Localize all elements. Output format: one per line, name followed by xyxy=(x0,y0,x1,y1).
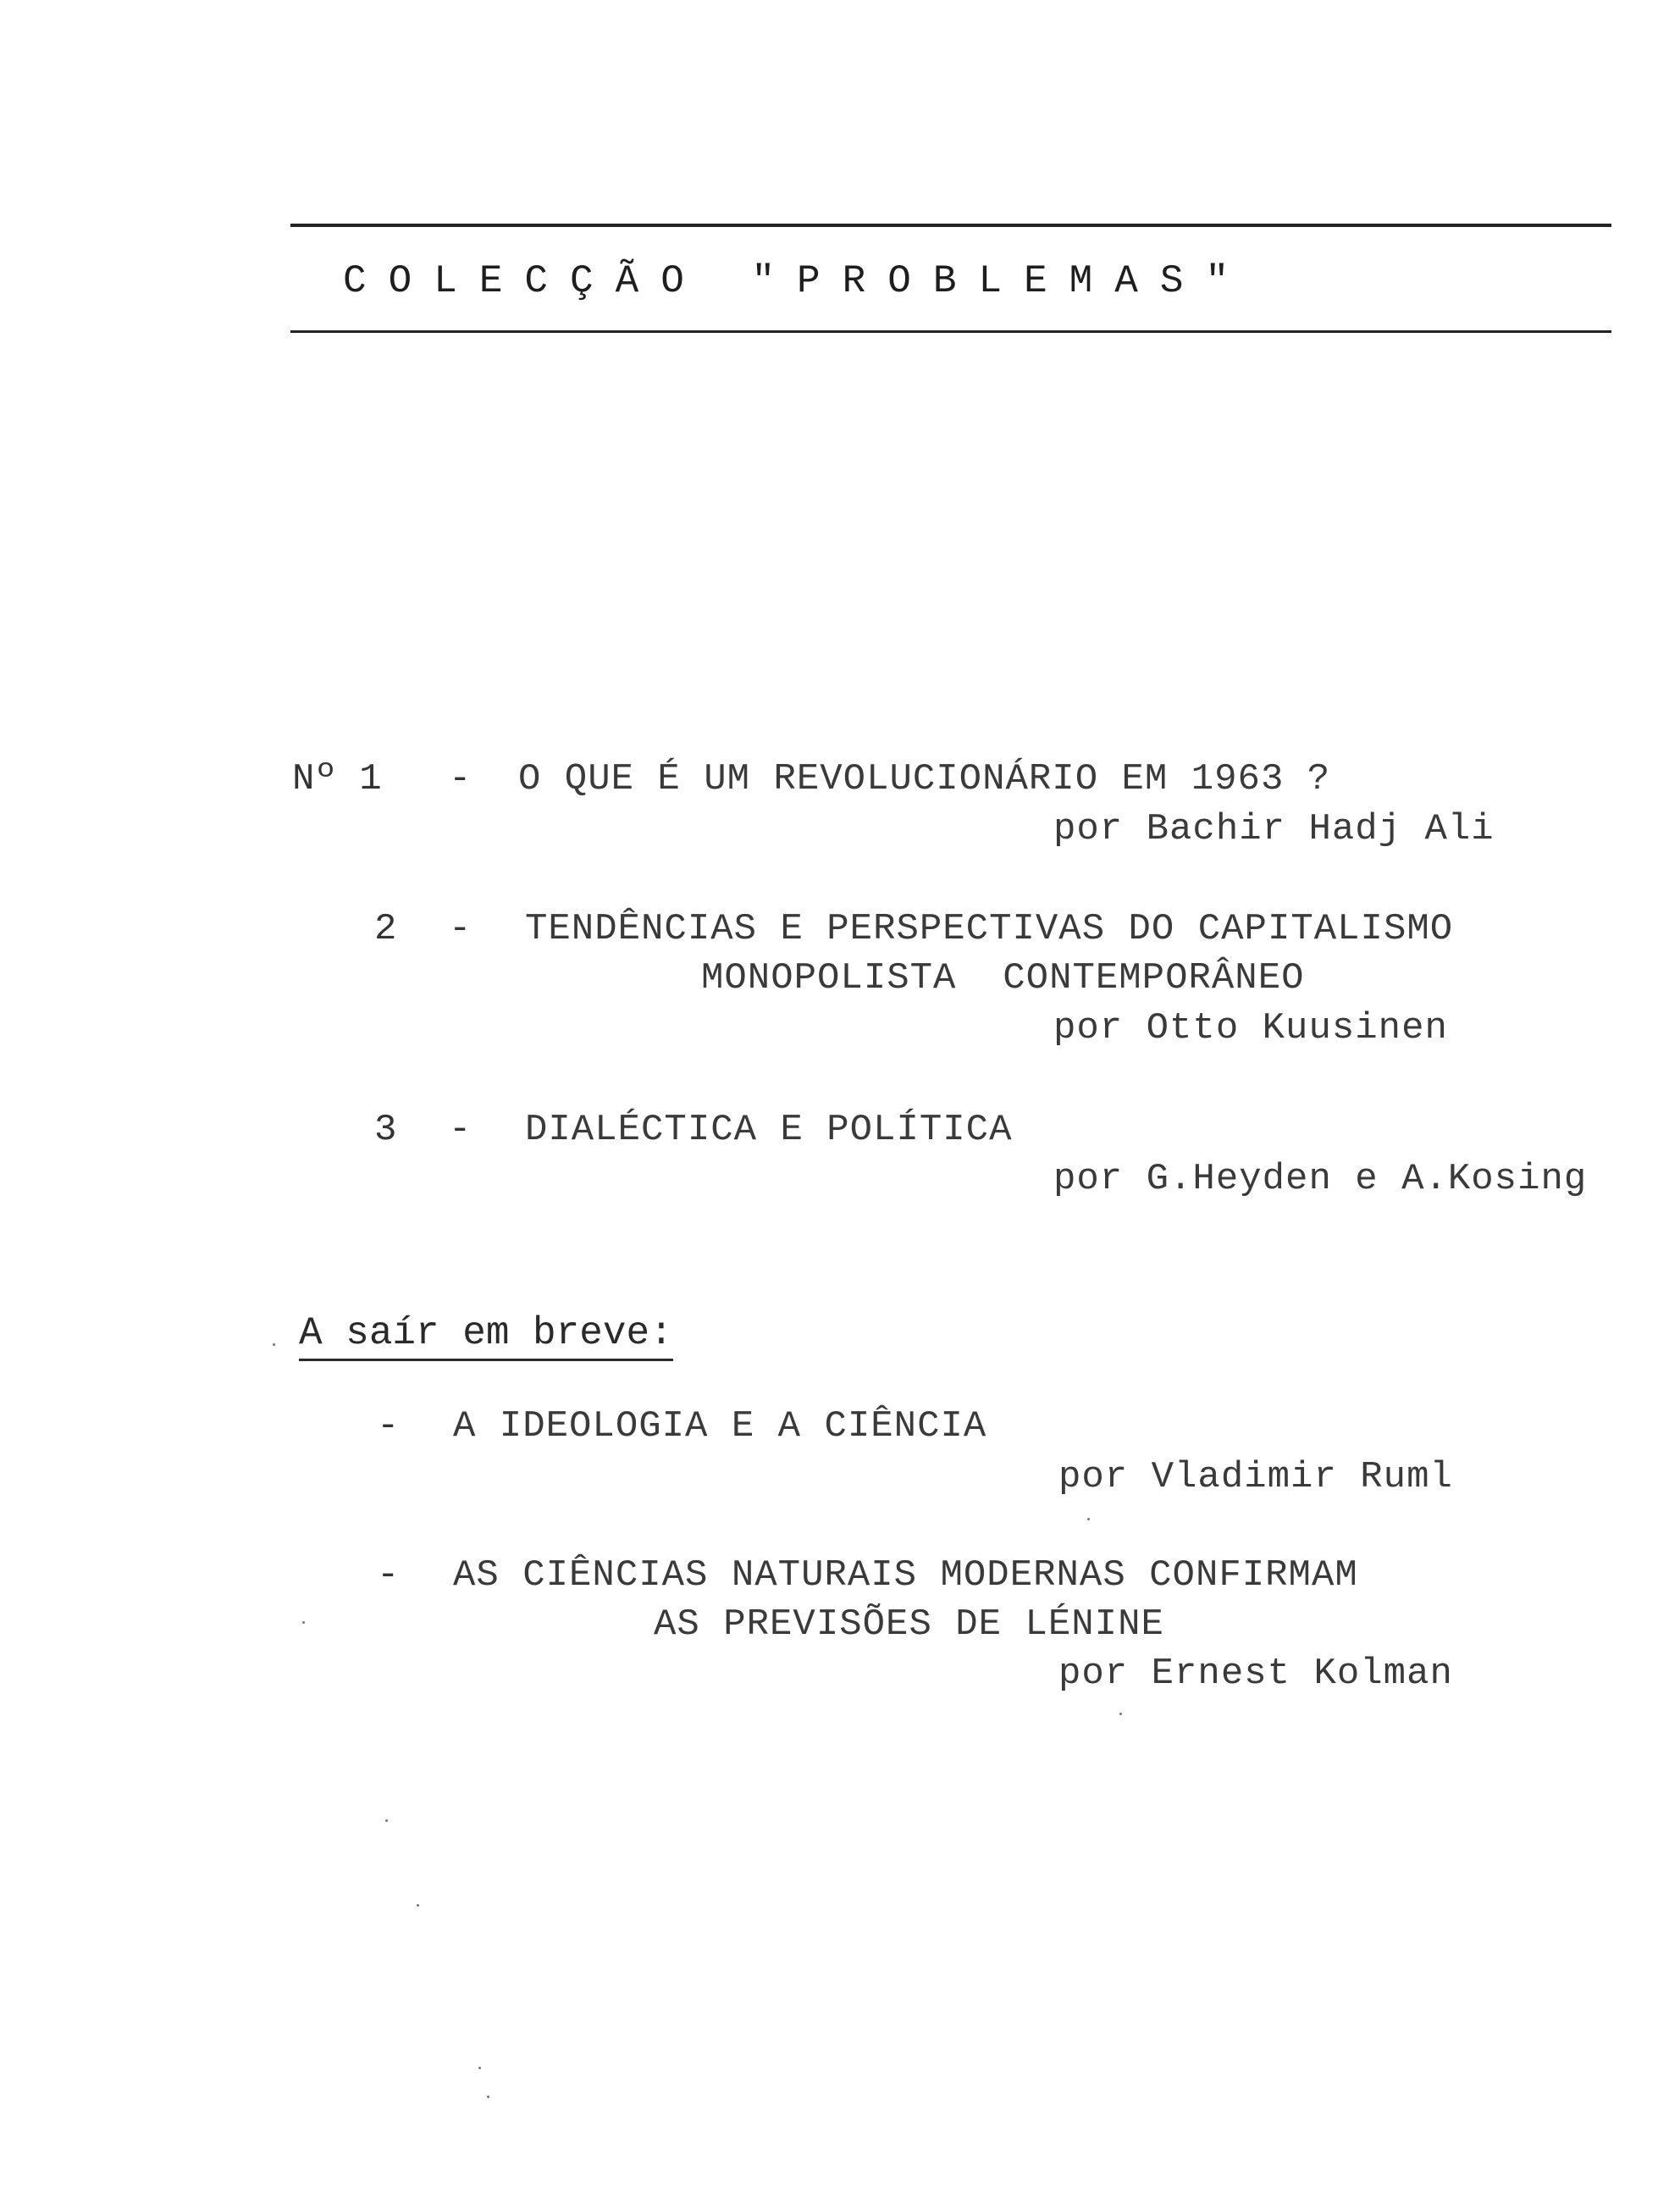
item-author: por Bachir Hadj Ali xyxy=(1053,808,1495,850)
item-title-line: DIALÉCTICA E POLÍTICA xyxy=(525,1109,1013,1151)
forthcoming-heading: A saír em breve: xyxy=(299,1311,673,1361)
item-number: Nº 1 xyxy=(292,758,382,800)
item-title-line: O QUE É UM REVOLUCIONÁRIO EM 1963 ? xyxy=(518,758,1331,800)
item-title-line: A IDEOLOGIA E A CIÊNCIA xyxy=(453,1405,987,1448)
scan-speck xyxy=(385,1819,388,1822)
scan-speck xyxy=(487,2096,489,2098)
item-title-line: MONOPOLISTA CONTEMPORÂNEO xyxy=(701,957,1305,999)
series-title: COLECÇÃO "PROBLEMAS" xyxy=(343,259,1252,303)
scan-speck xyxy=(302,1621,305,1624)
scan-speck xyxy=(1087,1518,1090,1520)
item-title-line: AS CIÊNCIAS NATURAIS MODERNAS CONFIRMAM xyxy=(453,1554,1358,1597)
item-dash: - xyxy=(449,758,472,800)
item-author: por Vladimir Ruml xyxy=(1058,1456,1453,1498)
item-author: por Ernest Kolman xyxy=(1058,1653,1453,1695)
item-dash: - xyxy=(449,1109,472,1151)
scan-speck xyxy=(273,1343,275,1346)
scan-speck xyxy=(417,1904,419,1907)
item-dash: - xyxy=(377,1405,400,1448)
header-top-rule xyxy=(290,224,1611,227)
item-dash: - xyxy=(449,908,472,950)
item-number: 2 xyxy=(374,908,397,950)
scan-speck xyxy=(1119,1713,1122,1715)
item-author: por Otto Kuusinen xyxy=(1053,1007,1448,1049)
item-dash: - xyxy=(377,1554,400,1597)
item-author: por G.Heyden e A.Kosing xyxy=(1053,1158,1588,1200)
header-bottom-rule xyxy=(290,330,1611,333)
item-title-line: TENDÊNCIAS E PERSPECTIVAS DO CAPITALISMO xyxy=(525,908,1454,950)
item-number: 3 xyxy=(374,1109,397,1151)
scan-speck xyxy=(478,2067,481,2069)
item-title-line: AS PREVISÕES DE LÉNINE xyxy=(654,1603,1164,1646)
